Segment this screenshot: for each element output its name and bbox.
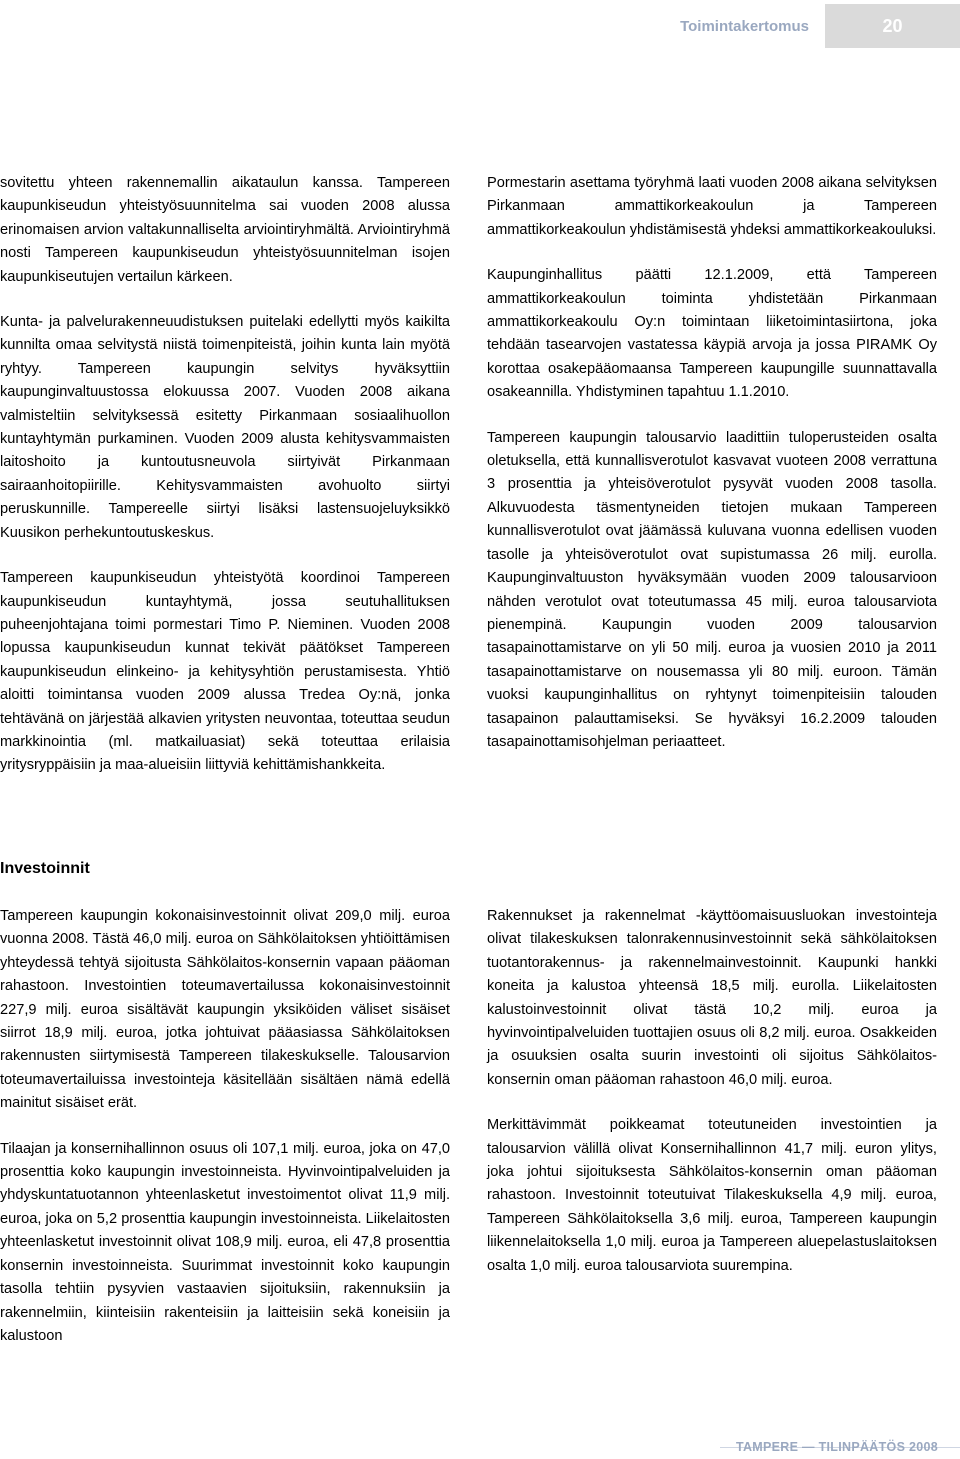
- section-heading: Investoinnit: [0, 860, 90, 877]
- page-number: 20: [825, 4, 960, 48]
- paragraph: Kaupunginhallitus päätti 12.1.2009, että Tampereen ammattikorkeakoulun toiminta yhdistetään Pirkanmaan ammattikorkeakoulu Oy:n toimintaan liiketoimintasiirtona, joka tehdään tasearvojen vastatessa käypiä arvoja ja jossa PIRAMK Oy korottaa osakepääomaansa Tampereen kaupungille suunnattavalla osakeannilla. Yhdistyminen tapahtuu 1.1.2010.: [487, 267, 937, 401]
- paragraph: Pormestarin asettama työryhmä laati vuoden 2008 aikana selvityksen Pirkanmaan ammattikorkeakoulun ja Tampereen ammattikorkeakoulun yhdistämisestä yhdeksi ammattikorkeakouluksi.: [487, 175, 937, 238]
- paragraph: Tampereen kaupungin talousarvio laadittiin tuloperusteiden osalta oletuksella, että kunnallisverotulot kasvavat vuoteen 2008 verrattuna 3 prosenttia ja yhteisöverotulot pysyvät vuoden 2008 tasolla. Alkuvuodesta täsmentyneiden tietojen mukaan Tampereen kunnallisverotulot ovat jäämässä kuluvana vuonna edellisen vuoden tasolle ja yhteisöverotulot ovat supistumassa 26 milj. eurolla. Kaupunginvaltuuston hyväksymään vuoden 2009 talousarvioon nähden verotulot ovat toteutumassa 45 milj. euroa talousarviota pienempinä. Kaupungin vuoden 2009 talousarvion tasapainottamistarve on yli 50 milj. euroa ja vuosien 2010 ja 2011 tasapainottamistarve on nousemassa yli 80 milj. euroon. Tämän vuoksi kaupunginhallitus on ryhtynyt toimenpiteisiin talouden tasapainon palauttamiseksi. Se hyväksyi 16.2.2009 talouden tasapainottamisohjelman periaatteet.: [487, 429, 937, 750]
- paragraph: Kunta- ja palvelurakenneuudistuksen puitelaki edellytti myös kaikilta kunnilta omaa selvitystä niistä toimenpiteistä, joihin kunta lain myötä ryhtyy. Tampereen kaupungin selvitys hyväksyttiin kaupunginvaltuustossa elokuussa 2007. Vuoden 2008 aikana valmisteltiin selvityksessä esitetty Pirkanmaan sosiaalihuollon kuntayhtymän purkaminen. Vuoden 2009 alusta kehitysvammaisten laitoshoito ja kuntoutusneuvola siirtyivät Pirkanmaan sairaanhoitopiirille. Kehitysvammaisten avohuolto siirtyi peruskunnille. Tampereelle siirtyi lisäksi lastensuojeluyksikkö Kuusikon perhekuntoutuskeskus.: [0, 314, 450, 541]
- paragraph: Rakennukset ja rakennelmat -käyttöomaisuusluokan investointeja olivat tilakeskuksen talonrakennusinvestoinnit sekä sähkölaitoksen tuotantorakennus- ja rakennelmainvestoinnit. Kaupunki hankki koneita ja kalustoa yhteensä 18,5 milj. eurolla. Liikelaitosten kalustoinvestoinnit olivat tästä 10,2 milj. euroa ja hyvinvointipalveluiden tuottajien osuus oli 8,2 milj. euroa. Osakkeiden ja osuuksien osalta suurin investointi oli sijoitus Sähkölaitos-konsernin oman pääoman rahastoon 46,0 milj. euroa.: [487, 908, 937, 1088]
- left-column-top: [0, 172, 450, 800]
- paragraph: sovitettu yhteen rakennemallin aikataulun kanssa. Tampereen kaupunkiseudun yhteistyösuunnitelma sai vuoden 2008 alussa erinomaisen arvion valtakunnalliselta arviointiryhmältä. Arviointiryhmä nosti Tampereen kaupunkiseudun yhteistyösuunnitelman isojen kaupunkiseutujen vertailun kärkeen.: [0, 175, 450, 285]
- footer-label: TAMPERE — TILINPÄÄTÖS 2008: [735, 1440, 938, 1454]
- paragraph: Tampereen kaupungin kokonaisinvestoinnit olivat 209,0 milj. euroa vuonna 2008. Tästä 46,0 milj. euroa on Sähkölaitoksen yhtiöittämisen yhteydessä tehtyä sijoitusta Sähkölaitos-konsernin vapaan pääoman rahastoon. Investointien toteumavertailussa kokonaisinvestoinnit 227,9 milj. euroa sisältävät kaupungin yksiköiden väliset sisäiset siirrot 18,9 milj. euroa, jotka johtuivat pääasiassa Sähkölaitoksen rakennusten siirtymisestä Tampereen tilakeskukselle. Talousarvion toteumavertailuissa investointeja käsitellään sisältäen nämä edellä mainitut sisäiset erät.: [0, 908, 450, 1112]
- paragraph: Merkittävimmät poikkeamat toteutuneiden investointien ja talousarvion välillä olivat Konsernihallinnon 41,7 milj. euron ylitys, joka johtui sijoituksesta Sähkölaitos-konsernin oman pääoman rahastoon. Investoinnit toteutuivat Tilakeskuksella 4,9 milj. euroa, Tampereen Sähkölaitoksella 3,6 milj. euroa, Tampereen kaupungin liikennelaitoksella 1,0 milj. euroa ja Tampereen aluepelastuslaitoksen osalta 1,0 milj. euroa talousarviota suurempina.: [487, 1117, 937, 1274]
- paragraph: Tampereen kaupunkiseudun yhteistyötä koordinoi Tampereen kaupunkiseudun kuntayhtymä, jossa seutuhallituksen puheenjohtajana toimi pormestari Timo P. Nieminen. Vuoden 2008 lopussa kaupunkiseudun kunnat tekivät päätökset Tampereen kaupunkiseudun elinkeino- ja kehitysyhtiön perustamisesta. Yhtiö aloitti toimintansa vuoden 2009 alussa Tredea Oy:nä, jonka tehtävänä on järjestää alkavien yritysten neuvontaa, toteuttaa seudun markkinointia (ml. matkailuasiat) sekä toteuttaa erilaisia yritysryppäisiin ja maa-alueisiin liittyviä kehittämishankkeita.: [0, 570, 450, 774]
- document-title: Toimintakertomus: [680, 18, 809, 35]
- paragraph: Tilaajan ja konsernihallinnon osuus oli 107,1 milj. euroa, joka on 47,0 prosenttia koko kaupungin investoinneista. Hyvinvointipalveluiden ja yhdyskuntatuotannon yhteenlasketut investoimentot olivat 11,9 milj. euroa, joka on 5,2 prosenttia kaupungin investoinneista. Liikelaitosten yhteenlasketut investoinnit olivat 108,9 milj. euroa, eli 47,8 prosenttia konsernin investoinneista. Suurimmat investoinnit koko kaupungin tasolla tehtiin pysyvien vastaavien sijoituksiin, rakennuksiin ja rakennelmiin, kiinteisiin rakenteisiin ja laitteisiin sekä koneisiin ja kalustoon: [0, 1140, 450, 1344]
- left-column-bottom: [0, 905, 450, 1370]
- right-column-top: [487, 172, 937, 776]
- right-column-bottom: [487, 905, 937, 1300]
